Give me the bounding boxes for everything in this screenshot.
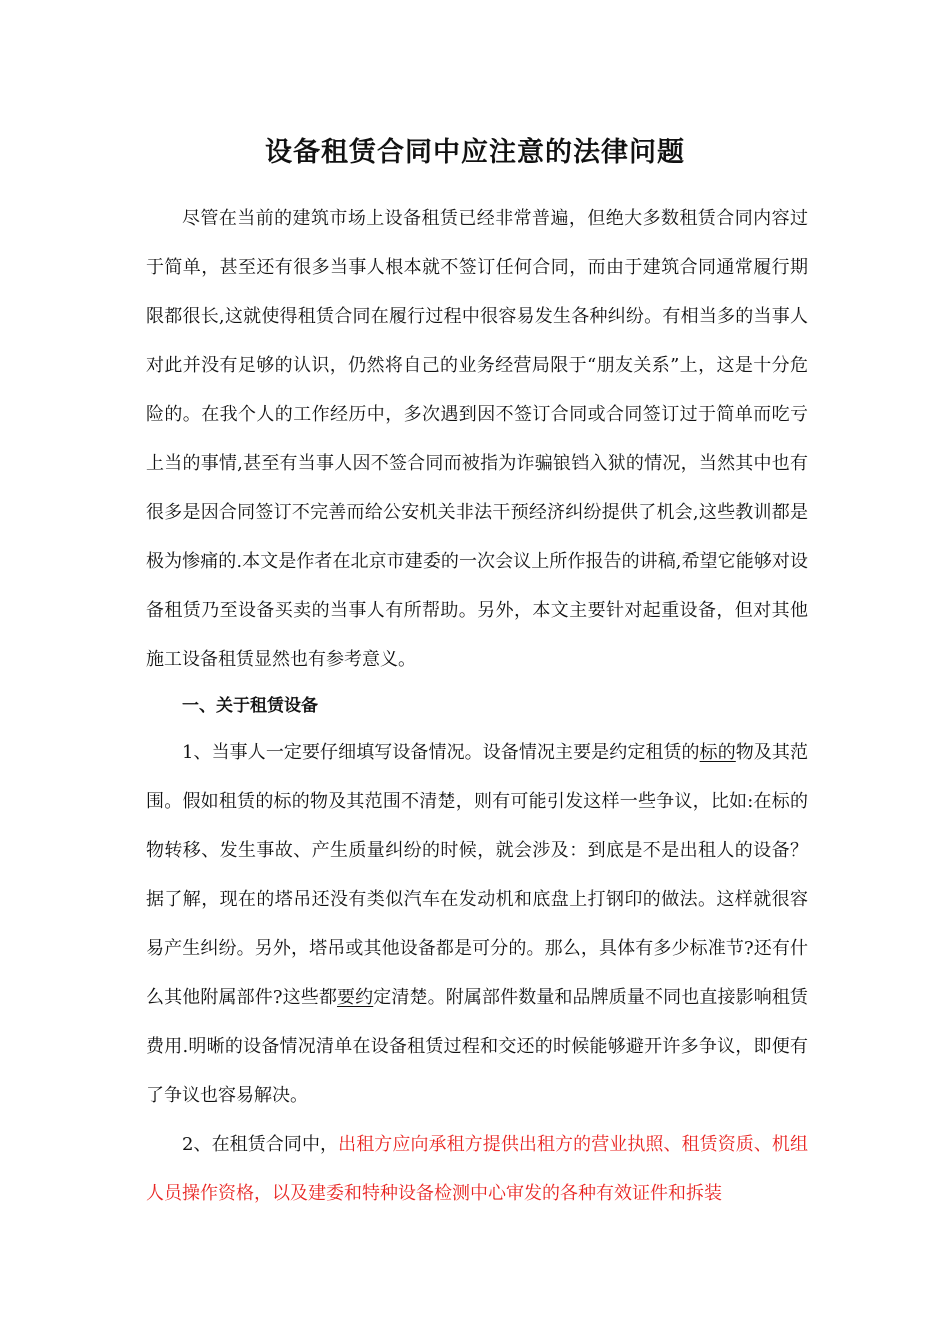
intro-text: 尽管在当前的建筑市场上设备租赁已经非常普遍，但绝大多数租赁合同内容过于简单，甚至还有很多当事人根本就不签订任何合同，而由于建筑合同通常履行期限都很长,这就使得租赁合同在履行过程中很容易发生各种纠纷。有相当多的当事人对此并没有足够的认识，仍然将自己的业务经营局限于“朋友关系”上，这是十分危险的。在我个人的工作经历中，多次遇到因不签订合同或合同签订过于简单而吃亏上当的事情,甚至有当事人因不签合同而被指为诈骗锒铛入狱的情况，当然其中也有很多是因合同签订不完善而给公安机关非法干预经济纠纷提供了机会,这些教训都是极为惨痛的.本文是作者在北京市建委的一次会议上所作报告的讲稿,希望它能够对设备租赁乃至设备买卖的当事人有所帮助。另外，本文主要针对起重设备，但对其他施工设备租赁显然也有参考意义。: [146, 208, 808, 670]
item1-underlined-term-2: 要约: [336, 987, 374, 1008]
item1-underlined-term-1: 标的: [699, 742, 736, 763]
section1-heading: 一、关于租赁设备: [182, 696, 318, 716]
intro-paragraph: [146, 194, 808, 684]
item2-text: [146, 1120, 808, 1218]
item2-highlighted-text: 出租方应向承租方提供出租方的营业执照、租赁资质、机组人员操作资格，以及建委和特种设备检测中心审发的各种有效证件和拆装: [146, 1134, 809, 1204]
document-title: 设备租赁合同中应注意的法律问题: [265, 137, 685, 168]
item1-text: [146, 728, 808, 1120]
item2-paragraph: [146, 1120, 808, 1218]
item1-paragraph: [146, 728, 808, 1120]
item2-text-part1: 2、在租赁合同中，: [182, 1134, 339, 1155]
item1-text-part2: 物及其范围。假如租赁的标的物及其范围不清楚，则有可能引发这样一些争议，比如:在标的物转移、发生事故、产生质量纠纷的时候，就会涉及：到底是不是出租人的设备？据了解，现在的塔吊还没有类似汽车在发动机和底盘上打钢印的做法。这样就很容易产生纠纷。另外，塔吊或其他设备都是可分的。那么，具体有多少标准节?还有什么其他附属部件?这些都: [146, 742, 809, 1008]
section-heading-wrapper: [146, 686, 808, 726]
item1-text-part1: 1、当事人一定要仔细填写设备情况。设备情况主要是约定租赁的: [182, 742, 700, 763]
item1-text-part3: 定清楚。附属部件数量和品牌质量不同也直接影响租赁费用.明晰的设备情况清单在设备租赁过程和交还的时候能够避开许多争议，即便有了争议也容易解决。: [146, 987, 809, 1106]
